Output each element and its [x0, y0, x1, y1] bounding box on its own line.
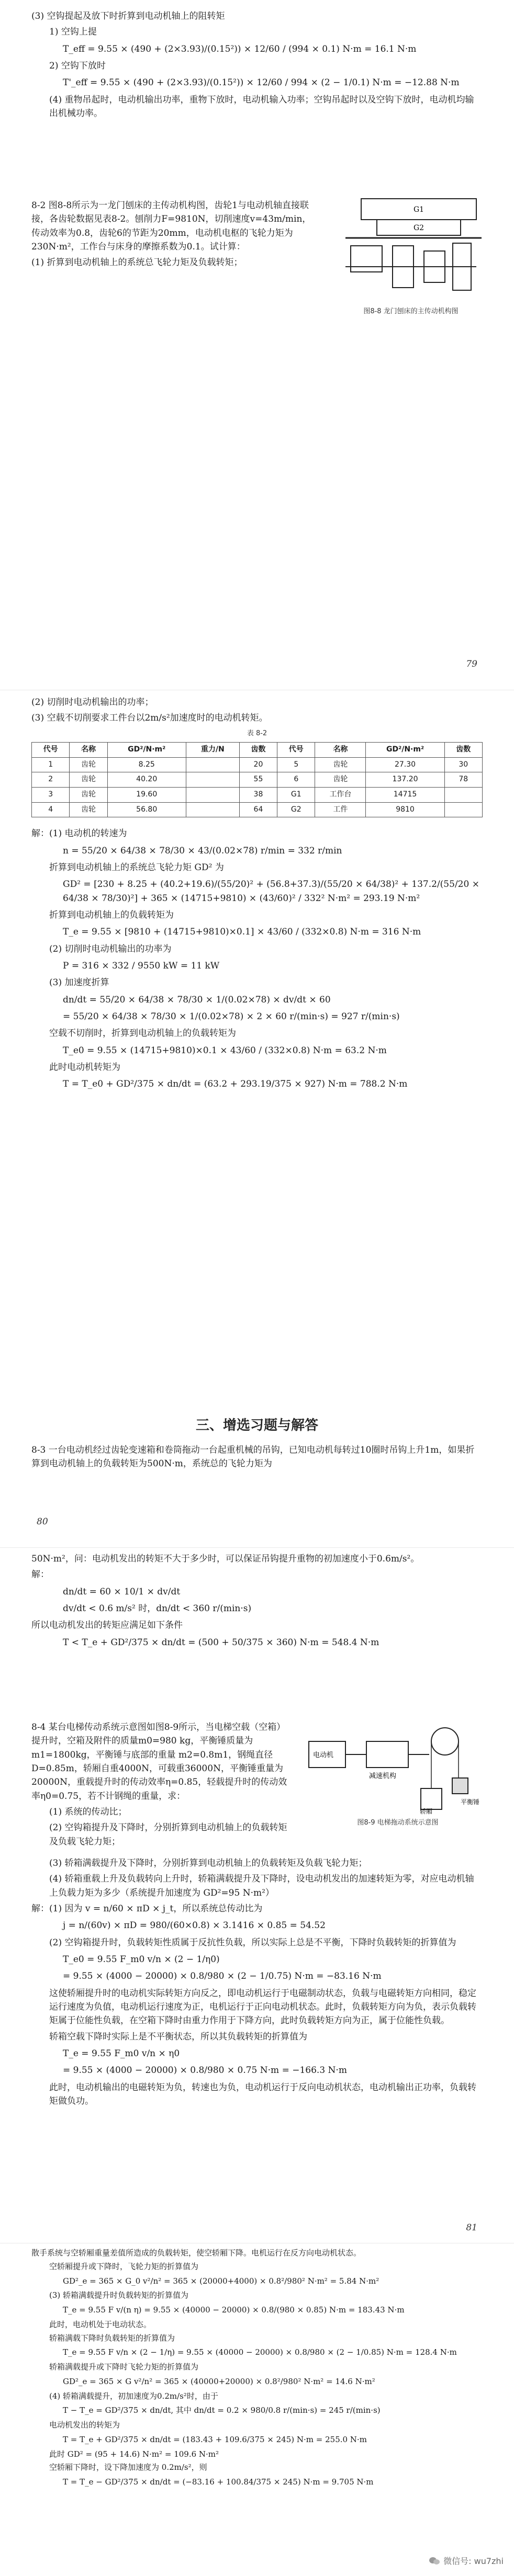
exercise-8-2 [31, 199, 315, 272]
watermark [429, 2555, 504, 2567]
col-header: 重力/N [186, 742, 239, 757]
text-line: 所以电动机发出的转矩应满足如下条件 [31, 1620, 183, 1631]
table-cell: 3 [32, 787, 70, 802]
table-cell: 齿轮 [70, 802, 107, 817]
motor-label: 电动机 [313, 1751, 334, 1759]
formula: j = n/(60v) × πD = 980/(60×0.8) × 3.1416 × 0.85 = 54.52 [63, 1920, 326, 1931]
table-cell [186, 787, 239, 802]
page81-text-top [31, 1552, 483, 1652]
exercise-text: 8-4 某台电梯传动系统示意图如图8-9所示，当电梯空载（空箱）提升时，空箱及附件的质量m0=980 kg，平衡锤质量为m1=1800kg，平衡锤与底部的重量 m2=0.8m1，钢绳直径D=0.85m，轿厢自重4000N，可载重36000N，平衡锤重量为20000N，重载提升时的传动效率η=0.85，轻载提升时的传动效率η0=0.75，若不计钢绳的重量，求： [31, 1722, 287, 1802]
table-cell: 19.60 [107, 787, 186, 802]
formula: = 9.55 × (4000 − 20000) × 0.8/980 × (2 − 1/0.75) N·m = −83.16 N·m [63, 1971, 382, 1982]
page-82 [0, 2243, 514, 2576]
text-line: 1) 空钩上提 [49, 27, 97, 38]
formula: T_e0 = 9.55 F_m0 v/n × (2 − 1/η0) [63, 1954, 220, 1965]
wechat-icon [429, 2556, 440, 2566]
formula: GD²_e = 365 × G_0 v²/n² = 365 × (20000+4000) × 0.8²/980² N·m² = 5.84 N·m² [63, 2276, 379, 2286]
formula: T = T_e − GD²/375 × dn/dt = (−83.16 + 100.84/375 × 245) N·m = 9.705 N·m [63, 2477, 374, 2487]
question-line: (2) 空钩箱提升及下降时，分别折算到电动机轴上的负载转矩及负载飞轮力矩； [49, 1822, 287, 1847]
col-header: 代号 [32, 742, 70, 757]
formula: = 9.55 × (4000 − 20000) × 0.8/980 × 0.75 N·m = −166.3 N·m [63, 2065, 347, 2076]
col-header: 齿数 [239, 742, 277, 757]
formula: T = T_e0 + GD²/375 × dn/dt = (63.2 + 293.19/375 × 927) N·m = 788.2 N·m [63, 1079, 408, 1090]
figure-8-9 [304, 1720, 492, 1830]
text-line: 折算到电动机轴上的负载转矩为 [49, 909, 174, 920]
text-line: 折算到电动机轴上的系统总飞轮力矩 GD² 为 [49, 862, 224, 873]
table-cell: 工作台 [315, 787, 366, 802]
planer-drive-diagram [335, 193, 487, 303]
text-line: 空载不切削时，折算到电动机轴上的负载转矩为 [49, 1028, 236, 1039]
text-line: (3) 轿箱满载提升时负载转矩的折算值为 [49, 2290, 189, 2300]
text-line: 此时，电动机输出的电磁转矩为负，转速也为负，电动机运行于反向电动机状态，电动机输出正功率，负载转矩做负功。 [49, 2082, 476, 2107]
text-line: (4) 重物吊起时，电动机输出功率，重物下放时，电动机输入功率；空钩吊起时以及空钩下放时，电动机均输出机械功率。 [49, 94, 474, 119]
formula: T_e0 = 9.55 × (14715+9810)×0.1 × 43/60 / (332×0.8) N·m = 63.2 N·m [63, 1045, 387, 1056]
formula: dn/dt = 60 × 10/1 × dv/dt [63, 1586, 181, 1597]
g1-label: G1 [414, 206, 424, 214]
table-title: 表 8-2 [247, 729, 267, 737]
table-cell: 5 [277, 757, 315, 772]
page82-text [31, 2248, 483, 2491]
question-line: (4) 轿箱重载上升及负载转向上升时，轿箱满载提升及下降时，设电动机发出的加速转矩为零，对应电动机轴上负载力矩为多少（系统提升加速度为 GD²=95 N·m²） [49, 1874, 474, 1898]
formula: T_e = 9.55 × [9810 + (14715+9810)×0.1] × 43/60 / (332×0.8) N·m = 316 N·m [63, 927, 421, 938]
table-row [32, 787, 483, 802]
table-cell: 工件 [315, 802, 366, 817]
text-line: 电动机发出的转矩为 [49, 2420, 120, 2430]
formula: dn/dt = 55/20 × 64/38 × 78/30 × 1/(0.02×78) × dv/dt × 60 [63, 994, 331, 1005]
figure-8-8 [335, 193, 487, 319]
text-line: (2) 切削时电动机输出的功率为 [49, 943, 172, 954]
page-number: 81 [466, 2222, 477, 2233]
text-line: 轿箱满载下降时负载转矩的折算值为 [49, 2333, 175, 2343]
table-cell: 齿轮 [70, 772, 107, 788]
col-header: GD²/N·m² [107, 742, 186, 757]
text-line: 轿箱满载提升或下降时飞轮力矩的折算值为 [49, 2362, 199, 2372]
question-line: (3) 轿箱满载提升及下降时，分别折算到电动机轴上的负载转矩及负载飞轮力矩； [49, 1858, 367, 1868]
table-cell: 30 [444, 757, 482, 772]
table-row [32, 772, 483, 788]
question-line: (3) 空载不切削要求工件台以2m/s²加速度时的电动机转矩。 [31, 713, 268, 724]
text-line: 此时，电动机处于电动状态。 [49, 2319, 152, 2329]
page-number: 80 [37, 1517, 48, 1527]
table-cell: 27.30 [366, 757, 444, 772]
question-line: (1) 系统的传动比； [49, 1807, 127, 1818]
table-cell: 55 [239, 772, 277, 788]
table-cell: 14715 [366, 787, 444, 802]
table-cell: G2 [277, 802, 315, 817]
table-cell: 137.20 [366, 772, 444, 788]
table-cell: 1 [32, 757, 70, 772]
page79-text [31, 9, 483, 122]
page81-text-bottom [31, 1856, 483, 2111]
text-line: 此时电动机转矩为 [49, 1062, 120, 1073]
formula: P = 316 × 332 / 9550 kW = 11 kW [63, 961, 220, 972]
g2-label: G2 [414, 224, 424, 232]
table-cell: 38 [239, 787, 277, 802]
table-cell: 齿轮 [315, 757, 366, 772]
table-header-row [32, 742, 483, 757]
section-title: 三、增选习题与解答 [195, 1418, 318, 1433]
table-row [32, 802, 483, 817]
exercise-text: 8-2 图8-8所示为一龙门刨床的主传动机构图，齿轮1与电动机轴直接联接，各齿轮数据见表8-2。刨削力F=9810N，切削速度v=43m/min，传动效率为0.8，齿轮6的节距为20mm，电动机电枢的飞轮力矩为230N·m²，工作台与床身的摩擦系数为0.1。试计算： [31, 200, 311, 253]
page-81 [0, 1548, 514, 2243]
formula: T − T_e = GD²/375 × dn/dt, 其中 dn/dt = 0.2 × 980/0.8 r/(min·s) = 245 r/(min·s) [63, 2406, 381, 2415]
figure-caption: 图8-8 龙门刨床的主传动机构图 [363, 307, 459, 315]
text-line: 这使轿厢提升时的电动机实际转矩方向反之，即电动机运行于电磁制动状态，负载与电磁转矩方向相同，稳定运行速度为负值，电动机运行速度为正，电机运行于正向电动机状态。此时，负载转矩方向为负，表示负载转矩属于位能性负载，在空箱下降时由重力作用于下降方向，此时负载转矩方向为正，属于位能性负载。 [49, 1988, 476, 2026]
solution-heading: 解：(1) 因为 v = n/60 × πD × j_t，所以系统总传动比为 [31, 1903, 263, 1914]
text-line: 此时 GD² = (95 + 14.6) N·m² = 109.6 N·m² [49, 2449, 219, 2459]
table-cell: 40.20 [107, 772, 186, 788]
formula: GD² = [230 + 8.25 + (40.2+19.6)/(55/20)² + (56.8+37.3)/(55/20 × 64/38)² + 137.2/(55/20 × 64/38 × 78/30)²] + 365 × (14715+9810) × (43/60)² / 332² N·m² = 293.19 N·m² [63, 879, 479, 904]
table-cell: G1 [277, 787, 315, 802]
table-cell: 56.80 [107, 802, 186, 817]
col-header: 齿数 [444, 742, 482, 757]
table-cell: 6 [277, 772, 315, 788]
table-cell: 9810 [366, 802, 444, 817]
text-line: 空轿厢下降时，设下降加速度为 0.2m/s²，则 [49, 2463, 207, 2472]
counterweight-label: 平衡锤 [461, 1798, 480, 1806]
formula: GD²_e = 365 × G v²/n² = 365 × (40000+20000) × 0.8²/980² N·m² = 14.6 N·m² [63, 2376, 375, 2386]
col-header: GD²/N·m² [366, 742, 444, 757]
table-cell: 78 [444, 772, 482, 788]
table-cell [186, 802, 239, 817]
text-line: 空轿厢提升或下降时，飞轮力矩的折算值为 [49, 2261, 199, 2271]
table-cell: 20 [239, 757, 277, 772]
formula: n = 55/20 × 64/38 × 78/30 × 43/(0.02×78) r/min = 332 r/min [63, 845, 342, 856]
table-cell: 齿轮 [315, 772, 366, 788]
table-cell: 2 [32, 772, 70, 788]
gearbox-label: 减速机构 [369, 1772, 397, 1780]
elevator-system-diagram [304, 1720, 492, 1815]
text-line: 50N·m²，问：电动机发出的转矩不大于多少时，可以保证吊钩提升重物的初加速度小于0.6m/s²。 [31, 1554, 420, 1564]
exercise-8-3 [31, 1443, 483, 1473]
table-cell: 64 [239, 802, 277, 817]
exercise-8-4 [31, 1720, 294, 1851]
table-cell [444, 802, 482, 817]
table-cell: 8.25 [107, 757, 186, 772]
formula: T_e = 9.55 F_m0 v/n × η0 [63, 2048, 180, 2059]
table-row [32, 757, 483, 772]
formula: = 55/20 × 64/38 × 78/30 × 1/(0.02×78) × 2 × 60 r/(min·s) = 927 r/(min·s) [63, 1011, 400, 1022]
page-80 [0, 690, 514, 1548]
figure-caption: 图8-9 电梯拖动系统示意图 [357, 1819, 439, 1827]
formula: T_e = 9.55 F v/(n η) = 9.55 × (40000 − 20000) × 0.8/(980 × 0.85) N·m = 183.43 N·m [63, 2305, 405, 2315]
table-cell: 齿轮 [70, 757, 107, 772]
col-header: 名称 [70, 742, 107, 757]
formula: T_e = 9.55 F v/n × (2 − 1/η) = 9.55 × (40000 − 20000) × 0.8/980 × (2 − 1/0.85) N·m = 128.4 N·m [63, 2347, 457, 2357]
text-line: 散手系统与空轿厢重量差值所造成的负载转矩，使空轿厢下降。电机运行在反方向电动机状态。 [31, 2248, 362, 2258]
col-header: 名称 [315, 742, 366, 757]
text-line: (2) 空钩箱提升时，负载转矩性质属于反抗性负载，所以实际上总是不平衡，下降时负载转矩的折算值为 [49, 1937, 456, 1948]
exercise-text: 8-3 一台电动机经过齿轮变速箱和卷筒拖动一台起重机械的吊钩，已知电动机每转过10圈时吊钩上升1m，如果折算到电动机轴上的负载转矩为500N·m，系统总的飞轮力矩为 [31, 1445, 475, 1469]
text-line: (3) 空钩提起及放下时折算到电动机轴上的阻转矩 [31, 11, 225, 21]
formula: T'_eff = 9.55 × (490 + (2×3.93)/(0.15²)) × 12/60 / 994 × (2 − 1/0.1) N·m = −12.88 N·m [63, 77, 460, 88]
page-79 [0, 0, 514, 690]
gear-data-table [31, 742, 483, 817]
formula: T = T_e + GD²/375 × dn/dt = (183.43 + 109.6/375 × 245) N·m = 255.0 N·m [63, 2434, 367, 2444]
solution-heading: 解： [31, 1569, 49, 1580]
formula: dv/dt < 0.6 m/s² 时，dn/dt < 360 r/(min·s) [63, 1603, 252, 1614]
text-line: (4) 轿箱满载提升，初加速度为0.2m/s²时，由于 [49, 2391, 218, 2401]
formula: T_eff = 9.55 × (490 + (2×3.93)/(0.15²)) × 12/60 / (994 × 0.1) N·m = 16.1 N·m [63, 43, 417, 54]
page80-text [31, 696, 483, 1095]
table-cell: 4 [32, 802, 70, 817]
text-line: 轿箱空载下降时实际上是不平衡状态，所以其负载转矩的折算值为 [49, 2031, 307, 2042]
solution-heading: 解：(1) 电动机的转速为 [31, 828, 127, 839]
question-line: (1) 折算到电动机轴上的系统总飞轮力矩及负载转矩； [31, 257, 243, 268]
text-line: (3) 加速度折算 [49, 977, 109, 988]
page-number: 79 [466, 659, 477, 669]
table-cell [186, 772, 239, 788]
watermark-text: 微信号: wu7zhi [443, 2556, 504, 2566]
col-header: 代号 [277, 742, 315, 757]
car-label: 轿厢 [420, 1808, 433, 1815]
text-line: 2) 空钩下放时 [49, 61, 106, 72]
formula: T < T_e + GD²/375 × dn/dt = (500 + 50/375 × 360) N·m = 548.4 N·m [63, 1637, 379, 1648]
table-cell [186, 757, 239, 772]
table-cell [444, 787, 482, 802]
table-cell: 齿轮 [70, 787, 107, 802]
question-line: (2) 切削时电动机输出的功率； [31, 697, 154, 708]
